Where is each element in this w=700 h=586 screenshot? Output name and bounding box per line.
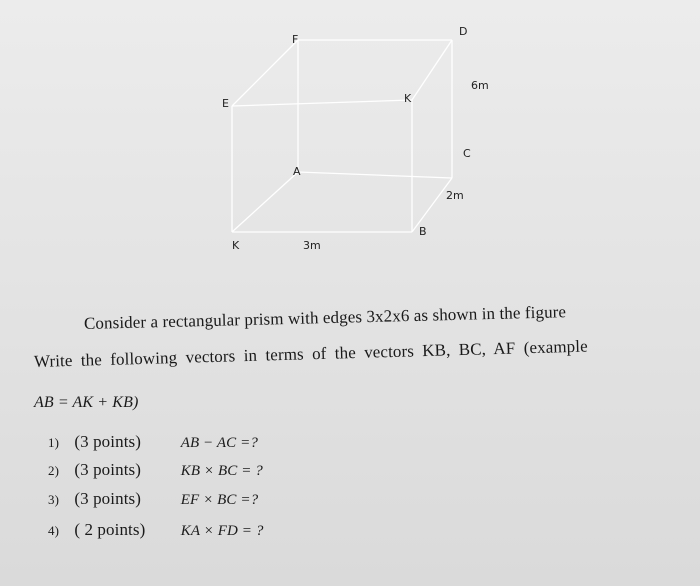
question-number: 3) xyxy=(48,492,60,507)
question-points: (3 points) xyxy=(74,460,141,479)
problem-instruction: Write the following vectors in terms of the vectors KB, BC, AF (example xyxy=(33,336,588,371)
question-expression: KA × FD = ? xyxy=(180,523,264,539)
vertex-label-b: B xyxy=(419,225,427,238)
question-2 xyxy=(48,460,263,480)
question-expression: KB × BC = ? xyxy=(180,463,263,479)
vertex-label-f: F xyxy=(292,33,299,46)
question-points: (3 points) xyxy=(74,489,141,508)
dimension-label-width: 3m xyxy=(303,239,321,252)
question-4 xyxy=(48,520,263,540)
question-1 xyxy=(48,432,258,452)
question-3 xyxy=(48,489,258,509)
question-number: 1) xyxy=(48,435,60,450)
problem-intro: Consider a rectangular prism with edges 3x2x6 as shown in the figure xyxy=(83,302,567,333)
vertex-label-e: E xyxy=(222,97,229,110)
question-number: 2) xyxy=(48,463,60,478)
question-number: 4) xyxy=(48,523,60,538)
question-expression: EF × BC =? xyxy=(180,492,259,508)
vertex-label-k-top: K xyxy=(404,92,412,105)
problem-example: AB = AK + KB) xyxy=(34,394,139,411)
question-expression: AB − AC =? xyxy=(180,435,258,451)
question-points: ( 2 points) xyxy=(74,520,146,539)
question-points: (3 points) xyxy=(74,432,141,451)
dimension-label-depth: 2m xyxy=(446,189,464,202)
vertex-label-d: D xyxy=(459,25,468,38)
vertex-label-c: C xyxy=(463,147,471,160)
dimension-label-height: 6m xyxy=(471,79,489,92)
vertex-label-k-bottom: K xyxy=(232,239,240,252)
vertex-label-a: A xyxy=(293,165,301,178)
